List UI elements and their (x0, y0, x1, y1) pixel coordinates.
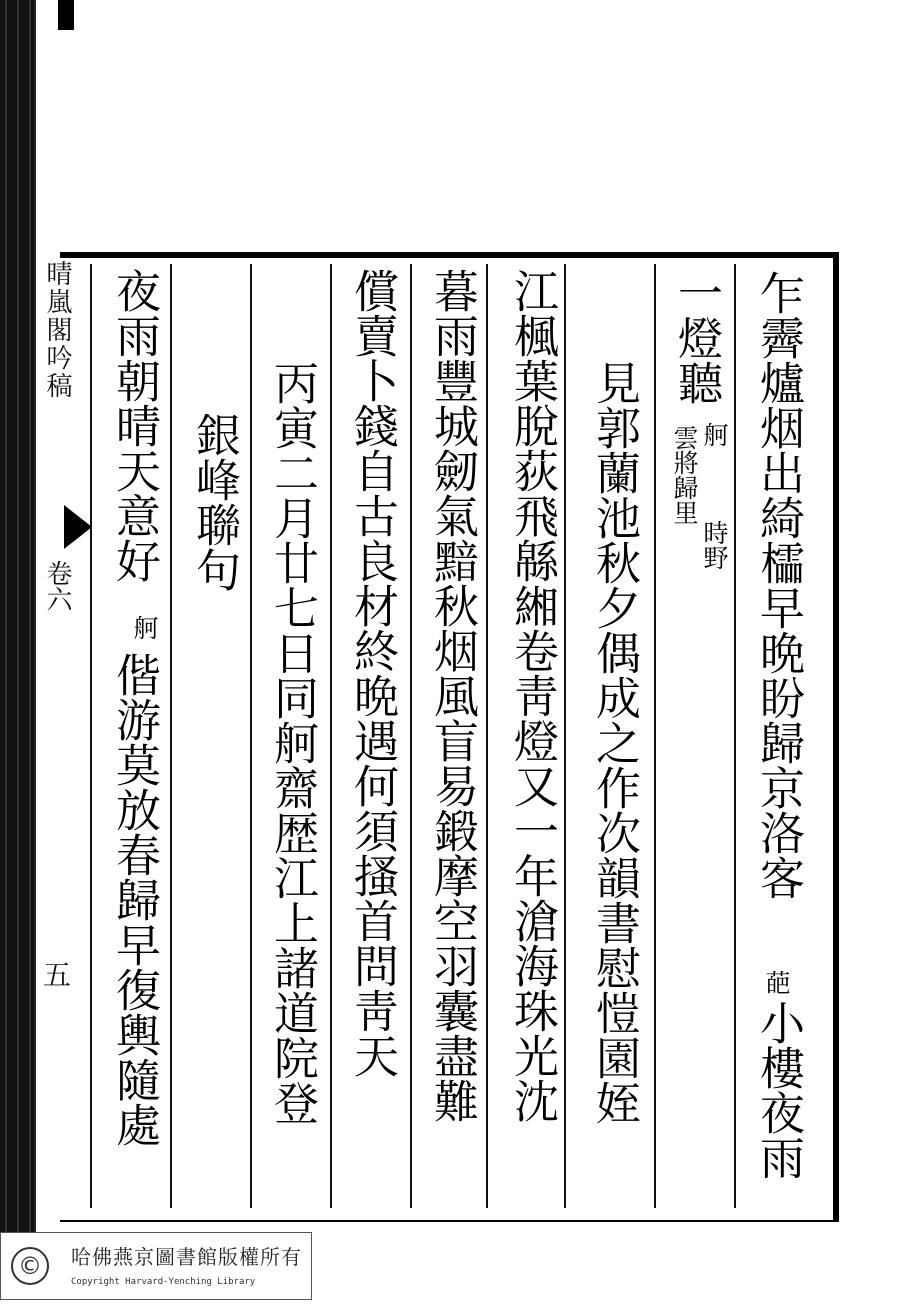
text-column: 偕游莫放春歸早復輿隨處 (108, 652, 161, 1147)
copyright-text: 哈佛燕京圖書館版權所有 (71, 1245, 302, 1269)
copyright-subtext: Copyright Harvard-Yenching Library (71, 1277, 256, 1287)
column-rule (90, 264, 92, 1208)
column-rule (564, 264, 566, 1208)
column-rule (734, 264, 736, 1208)
fold-title: 晴嵐閣吟稿 (42, 260, 72, 400)
column-rule (330, 264, 332, 1208)
text-column: 江楓葉脫荻飛緜緗卷靑燈又一年滄海珠光沈 (506, 268, 559, 1123)
interlinear-note: 時野 (700, 520, 729, 570)
book-spine (0, 0, 34, 1240)
text-column: 償賣卜錢自古良材終晩遇何須搔首問靑天 (346, 268, 399, 1078)
text-column: 小樓夜雨 (752, 1000, 805, 1180)
copyright-symbol: © (11, 1247, 49, 1285)
copyright-stamp (0, 1232, 312, 1300)
fold-volume: 卷六 (42, 560, 72, 612)
text-column: 乍霽爐烟出綺櫺早晩盼歸京洛客 (752, 270, 805, 900)
column-rule (486, 264, 488, 1208)
text-column: 丙寅二月廿七日同舸齋歴江上諸道院登 (266, 360, 319, 1125)
text-column: 暮雨豐城劒氣黯秋烟風盲易鍛摩空羽囊盡難 (426, 268, 479, 1123)
interlinear-note: 葩 (762, 970, 791, 995)
fold-page-number: 五 (39, 960, 72, 988)
column-rule (250, 264, 252, 1208)
interlinear-note: 舸 (130, 615, 159, 640)
ink-blot (58, 0, 74, 30)
interlinear-note: 舸 (700, 422, 729, 447)
column-rule (654, 264, 656, 1208)
interlinear-note: 雲將歸里 (670, 425, 699, 525)
text-column: 見郭蘭池秋夕偶成之作次韻書慰愷園姪 (588, 360, 641, 1125)
text-column: 銀峰聯句 (188, 412, 241, 592)
text-column: 夜雨朝晴天意好 (108, 268, 161, 583)
text-column: 一燈聽 (670, 270, 723, 405)
column-rule (170, 264, 172, 1208)
column-rule (410, 264, 412, 1208)
